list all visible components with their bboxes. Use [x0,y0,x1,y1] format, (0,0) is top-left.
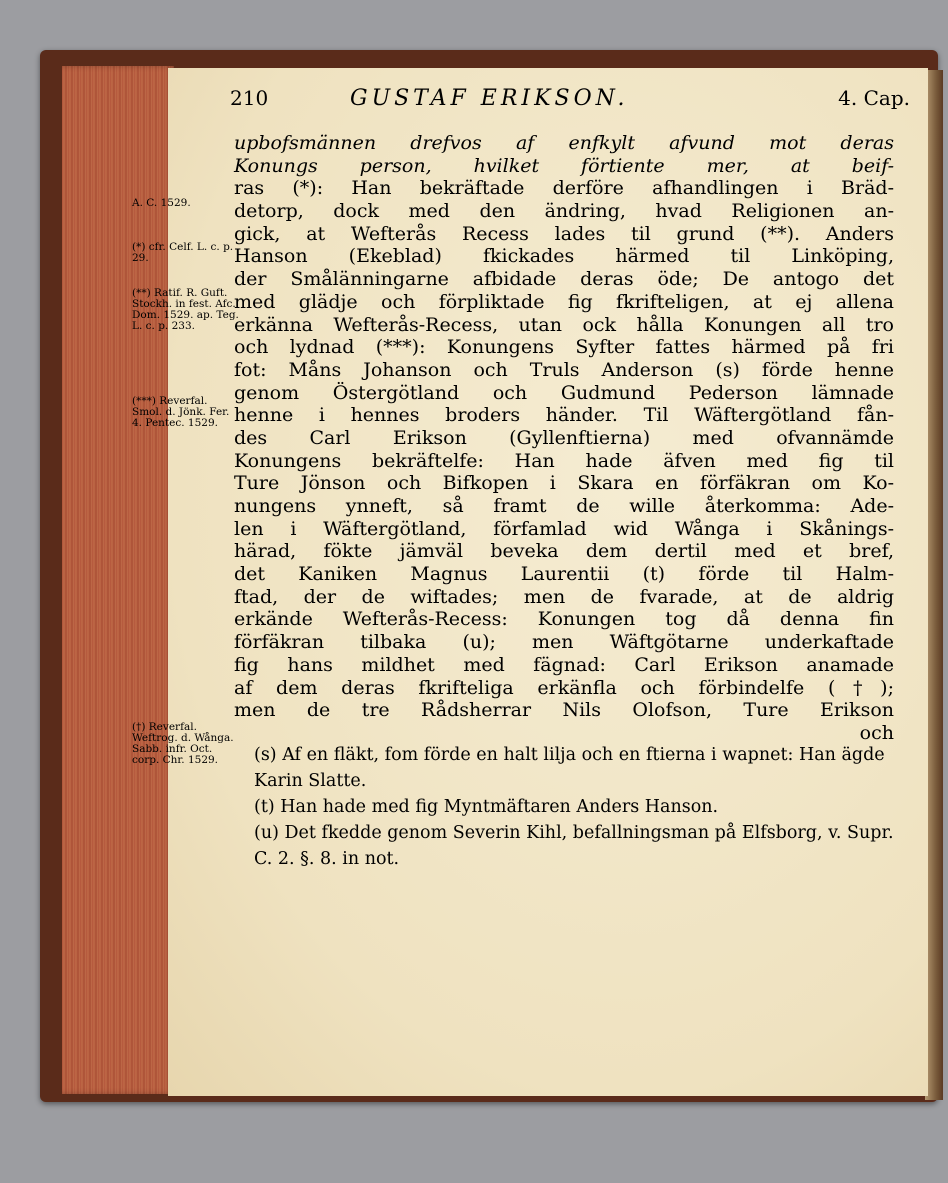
text-line: förfäkran tilbaka (u); men Wäftgötarne underkaftade [234,631,894,654]
text-line: ras (*): Han bekräftade derföre afhandlingen i Bräd- [234,177,894,200]
text-line: Konungs person, hvilket förtiente mer, at beif- [234,154,894,177]
margin-note-year: A. C. 1529. [132,197,191,209]
text-line: erkänna Wefterås-Recess, utan ock hålla Konungen all tro [234,313,894,336]
page-number: 210 [230,86,269,110]
text-line: gick, at Wefterås Recess lades til grund (**). Anders [234,222,894,245]
text-line: upbofsmännen drefvos af enfkylt afvund mot deras [234,132,894,154]
text-line: nungens ynneft, så framt de wille återkomma: Ade- [234,495,894,517]
text-line: des Carl Erikson (Gyllenftierna) med ofvannämde [234,426,894,449]
footnote-t: (t) Han hade med fig Myntmäftaren Anders Hanson. [254,797,719,817]
margin-note-2: (**) Ratif. R. Guft. Stockh. in fest. Afc. Dom. 1529. ap. Teg. L. c. p. 233. [132,287,239,332]
chapter-label: 4. Cap. [838,86,910,110]
margin-note-1: (*) cfr. Celf. L. c. p. 29. [132,241,234,264]
footnote-u: (u) Det fkedde genom Severin Kihl, befallningsman på Elfsborg, v. Supr. C. 2. §. 8. in not. [254,823,894,869]
text-line: len i Wäftergötland, förfamlad wid Wånga i Skånings- [234,517,894,540]
catchword: och [859,721,894,744]
text-line: ftad, der de wiftades; men de fvarade, at de aldrig [234,585,894,608]
text-line: härad, fökte jämväl beveka dem dertil med et bref, [234,540,894,563]
text-line: Hanson (Ekeblad) fkickades härmed til Linköping, [234,245,894,268]
footnote-s: (s) Af en fläkt, fom förde en halt lilja och en ftierna i wapnet: Han ägde Karin Slatte. [254,745,885,791]
text-line: och lydnad (***): Konungens Syfter fattes härmed på fri [234,336,894,359]
page-header [230,86,910,116]
page-edges [62,66,174,1094]
text-line: der Smålänningarne afbidade deras öde; De antogo det [234,268,894,291]
text-line: men de tre Rådsherrar Nils Olofson, Ture Erikson [234,699,894,722]
text-line: med glädje och förpliktade fig fkrifteligen, at ej allena [234,290,894,313]
text-line: genom Östergötland och Gudmund Pederson lämnade [234,381,894,404]
text-line: af dem deras fkrifteliga erkänfla och förbindelfe (†); [234,676,894,699]
text-line: det Kaniken Magnus Laurentii (t) förde til Halm- [234,563,894,586]
text-line: henne i hennes broders händer. Til Wäftergötland fån- [234,404,894,427]
text-line: fig hans mildhet med fägnad: Carl Erikson anamade [234,653,894,676]
text-line: fot: Måns Johanson och Truls Anderson (s) förde henne [234,358,894,381]
margin-note-3: (***) Reverfal. Smol. d. Jönk. Fer. 4. Pentec. 1529. [132,395,230,429]
text-line: Konungens bekräftelfe: Han hade äfven med fig til [234,449,894,472]
text-line: detorp, dock med den ändring, hvad Religionen an- [234,200,894,223]
running-title: GUSTAF ERIKSON. [350,86,629,111]
footnotes [254,742,894,872]
text-line: Ture Jönson och Bifkopen i Skara en förfäkran om Ko- [234,472,894,495]
margin-note-4: (†) Reverfal. Weftrog. d. Wånga. Sabb. infr. Oct. corp. Chr. 1529. [132,721,234,766]
text-line: erkände Wefterås-Recess: Konungen tog då denna fin [234,608,894,631]
main-text [234,132,894,745]
